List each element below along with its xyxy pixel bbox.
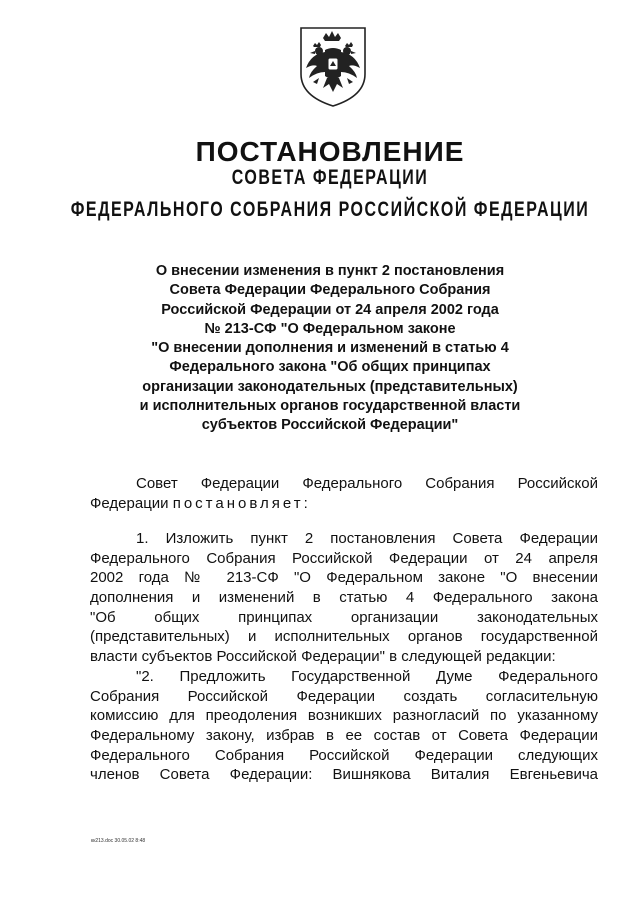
subject-line: субъектов Российской Федерации" xyxy=(201,417,459,434)
subject-line: Российской Федерации от 24 апреля 2002 года xyxy=(161,301,499,318)
double-headed-eagle-icon xyxy=(297,24,369,108)
intro-line xyxy=(90,494,598,514)
subject-line: № 213-СФ "О Федеральном законе xyxy=(204,320,456,337)
body-line: "Об общих принципах организации законодательных xyxy=(90,608,598,626)
body-line: "2. Предложить Государственной Думе Федерального xyxy=(136,667,598,685)
body-line: 1. Изложить пункт 2 постановления Совета Федерации xyxy=(136,530,598,547)
subject-line: и исполнительных органов государственной власти xyxy=(139,398,521,415)
body-line: власти субъектов Российской Федерации" в следующей редакции: xyxy=(90,648,556,666)
body-line: 2002 года № 213-СФ "О Федеральном законе "О внесении xyxy=(90,569,598,587)
subject-line: О внесении изменения в пункт 2 постановления xyxy=(155,263,505,279)
resolution-intro xyxy=(90,474,598,513)
body-line: комиссию для преодоления возникших разногласий по указанному xyxy=(90,707,598,725)
subject-line: Федерального закона "Об общих принципах xyxy=(169,359,491,376)
coat-of-arms-emblem xyxy=(297,24,369,108)
file-footer: кк213.doc 30.05.02 8:48 xyxy=(91,838,146,844)
resolution-body xyxy=(90,529,598,785)
body-line: Собрания Российской Федерации создать согласительную xyxy=(90,687,598,705)
body-line: дополнения и изменений в статью 4 Федерального закона xyxy=(90,589,598,607)
subject-line: Совета Федерации Федерального Собрания xyxy=(169,282,491,299)
document-title: ПОСТАНОВЛЕНИЕ xyxy=(195,136,465,167)
document-subtitle-line2: ФЕДЕРАЛЬНОГО СОБРАНИЯ РОССИЙСКОЙ ФЕДЕРАЦИИ xyxy=(70,199,590,222)
intro-spaced-word: постановляет: xyxy=(172,494,311,512)
body-line: Федеральному закону, избрав в ее состав от Совета Федерации xyxy=(90,726,598,744)
body-line: Федерального Собрания Российской Федерации следующих xyxy=(90,746,598,764)
intro-prefix: Федерации xyxy=(90,494,169,512)
body-line: членов Совета Федерации: Вишнякова Виталия Евгеньевича xyxy=(90,766,598,784)
intro-line: Совет Федерации Федерального Собрания Российской xyxy=(136,475,598,492)
subject-line: организации законодательных (представительных) xyxy=(142,378,518,395)
body-line: Федерального Собрания Российской Федерации от 24 апреля xyxy=(90,549,598,567)
subject-line: "О внесении дополнения и изменений в статью 4 xyxy=(151,340,509,357)
body-line: (представительных) и исполнительных органов государственной xyxy=(90,628,598,646)
document-subject xyxy=(120,262,540,436)
document-subtitle-line1: СОВЕТА ФЕДЕРАЦИИ xyxy=(231,167,429,190)
